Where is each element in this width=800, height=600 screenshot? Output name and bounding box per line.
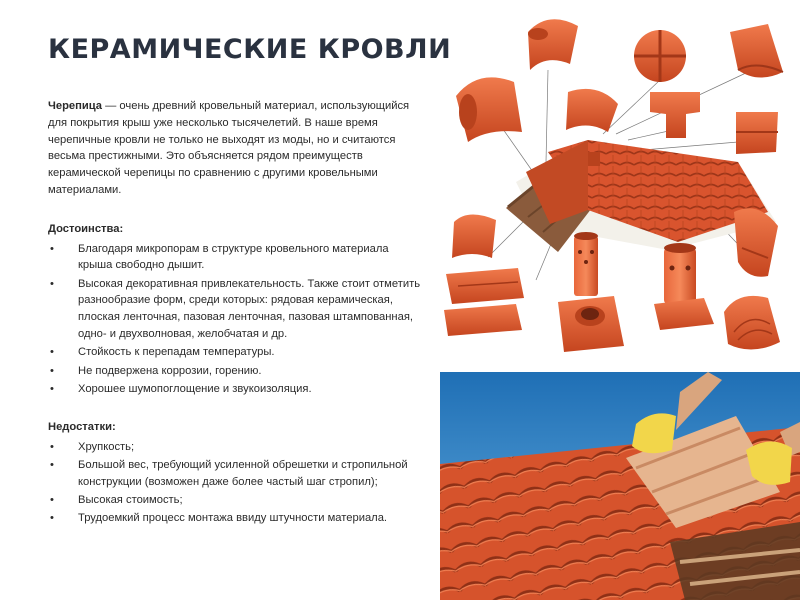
list-item: • Высокая декоративная привлекательность. Также стоит отметить разнообразие форм, среди которых: рядовая керамическая, плоская ленточная, пазовая ленточная, пазовая штампованная, одно- и двухволновая, желобчатая и др. — [48, 276, 424, 343]
cross-ridge-tile-icon — [634, 30, 686, 82]
verge-tile-icon — [446, 268, 524, 304]
roof-structure-icon — [506, 140, 776, 252]
list-item: • Трудоемкий процесс монтажа ввиду штучности материала. — [48, 510, 424, 527]
advantages-heading: Достоинства: — [48, 222, 124, 235]
list-item: • Не подвержена коррозии, горению. — [48, 363, 424, 380]
advantages-list — [48, 241, 424, 398]
roof-tiles-illustration — [438, 12, 800, 362]
disadvantages-heading: Недостатки: — [48, 420, 116, 433]
list-item: • Большой вес, требующий усиленной обрешетки и стропильной конструкции (возможен даже более частый шаг стропил); — [48, 457, 424, 491]
roof-installation-photo — [440, 372, 800, 600]
list-item: • Благодаря микропорам в структуре кровельного материала крыша свободно дышит. — [48, 241, 424, 275]
ridge-end-tile-icon — [730, 24, 783, 78]
ridge-tile-mid-icon — [566, 89, 618, 132]
ventilation-tile-icon — [452, 214, 496, 258]
list-item: • Хрупкость; — [48, 439, 424, 456]
pipe-passage-tile-icon — [558, 296, 624, 352]
page-title: КЕРАМИЧЕСКИЕ КРОВЛИ — [48, 34, 452, 65]
hip-tile-icon — [736, 112, 778, 154]
ridge-tile-left-icon — [456, 77, 522, 142]
intro-term: Черепица — [48, 100, 103, 112]
intro-paragraph — [48, 98, 424, 199]
flat-tile-icon — [444, 304, 522, 336]
list-item: • Стойкость к перепадам температуры. — [48, 344, 424, 361]
intro-text: — очень древний кровельный материал, использующийся для покрытия крыш уже несколько тысячелетий. В наше время черепичные кровли не только не выходят из моды, но и считаются весьма престижными. Это объясняется рядом преимуществ керамической черепицы по сравнению с другими кровельными материалами. — [48, 100, 410, 196]
list-item: • Хорошее шумопоглощение и звукоизоляция. — [48, 381, 424, 398]
vent-pipe-large-icon — [654, 243, 714, 330]
vent-pipe-icon — [574, 232, 598, 296]
ridge-end-shell-tile-icon — [724, 296, 780, 350]
text-column — [48, 98, 424, 548]
ridge-tile-icon — [528, 19, 578, 70]
three-way-ridge-tile-icon — [650, 92, 700, 138]
list-item: • Высокая стоимость; — [48, 492, 424, 509]
disadvantages-list — [48, 439, 424, 527]
